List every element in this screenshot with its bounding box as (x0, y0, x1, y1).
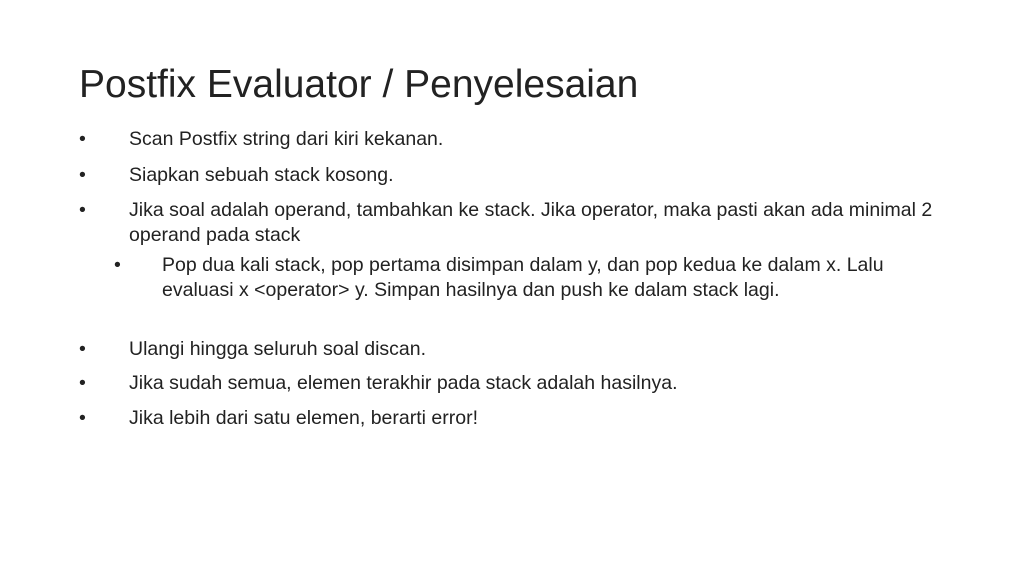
list-item (79, 337, 939, 362)
list-item-text: Pop dua kali stack, pop pertama disimpan dalam y, dan pop kedua ke dalam x. Lalu evaluasi x <operator> y. Simpan hasilnya dan push ke dalam stack lagi. (162, 254, 884, 301)
list-item (79, 406, 939, 431)
list-item-text: Jika soal adalah operand, tambahkan ke stack. Jika operator, maka pasti akan ada minimal 2 operand pada stack (129, 199, 933, 246)
list-item (79, 163, 939, 188)
list-item-text: Ulangi hingga seluruh soal discan. (129, 338, 427, 360)
bullet-dot-icon: • (79, 164, 86, 186)
list-item-sub (114, 253, 952, 303)
list-item-text: Jika sudah semua, elemen terakhir pada stack adalah hasilnya. (129, 372, 678, 394)
bullet-dot-icon: • (79, 199, 86, 221)
bullet-dot-icon: • (79, 372, 86, 394)
list-item (79, 198, 939, 248)
list-item (79, 371, 939, 396)
list-item-text: Scan Postfix string dari kiri kekanan. (129, 128, 444, 150)
bullet-dot-icon: • (114, 254, 121, 276)
list-item-text: Jika lebih dari satu elemen, berarti error! (129, 407, 478, 429)
slide-title: Postfix Evaluator / Penyelesaian (79, 63, 639, 106)
list-item-text: Siapkan sebuah stack kosong. (129, 164, 394, 186)
bullet-dot-icon: • (79, 128, 86, 150)
bullet-dot-icon: • (79, 338, 86, 360)
bullet-dot-icon: • (79, 407, 86, 429)
list-item (79, 127, 939, 152)
